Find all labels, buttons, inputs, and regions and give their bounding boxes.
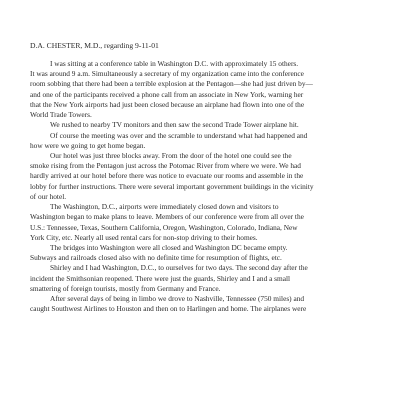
document-heading: D.A. CHESTER, M.D., regarding 9-11-01 — [30, 41, 159, 50]
body-line: incident the Smithsonian reopened. There were just the guards, Shirley and I and a small — [30, 273, 291, 283]
body-line: Subways and railroads closed also with no definite time for resumption of flights, etc. — [30, 253, 282, 263]
body-line: how were we going to get home began. — [30, 140, 146, 150]
body-line: The Washington, D.C., airports were immediately closed down and visitors to — [50, 202, 279, 212]
body-line: smattering of foreign tourists, mostly from Germany and France. — [30, 283, 221, 293]
body-line: room sobbing that there had been a terrible explosion at the Pentagon—she had just driven by— — [30, 79, 313, 89]
body-line: The bridges into Washington were all closed and Washington DC became empty. — [50, 242, 288, 252]
body-line: that the New York airports had just been closed because an airplane had flown into one of the — [30, 99, 305, 109]
body-line: caught Southwest Airlines to Houston and then on to Harlingen and home. The airplanes were — [30, 304, 307, 314]
body-line: World Trade Towers. — [30, 110, 92, 120]
body-line: Of course the meeting was over and the scramble to understand what had happened and — [50, 130, 308, 140]
body-line: of our hotel. — [30, 191, 67, 201]
body-line: I was sitting at a conference table in Washington D.C. with approximately 15 others. — [50, 59, 299, 68]
body-line: and one of the participants received a phone call from an associate in New York, warning her — [30, 89, 304, 99]
body-line: U.S.: Tennessee, Texas, Southern California, Oregon, Washington, Colorado, Indiana, New — [30, 222, 298, 232]
body-line: It was around 9 a.m. Simultaneously a secretary of my organization came into the conference — [30, 69, 304, 79]
body-line: After several days of being in limbo we drove to Nashville, Tennessee (750 miles) and — [50, 294, 305, 304]
body-line: smoke rising from the Pentagon just across the Potomac River from where we were. We had — [30, 161, 301, 171]
body-line: Washington began to make plans to leave. Members of our conference were from all over the — [30, 212, 304, 222]
document-body — [30, 59, 380, 314]
body-line: hardly arrived at our hotel before there was notice to evacuate our rooms and assemble in the — [30, 171, 304, 181]
body-line: Our hotel was just three blocks away. From the door of the hotel one could see the — [50, 150, 292, 160]
body-line: Shirley and I had Washington, D.C., to ourselves for two days. The second day after the — [50, 263, 308, 273]
body-line: We rushed to nearby TV monitors and then saw the second Trade Tower airplane hit. — [50, 120, 299, 130]
body-line: York City, etc. Nearly all used rental cars for non-stop driving to their homes. — [30, 232, 258, 242]
body-line: lobby for further instructions. There were several important government buildings in the vicinity — [30, 181, 314, 191]
